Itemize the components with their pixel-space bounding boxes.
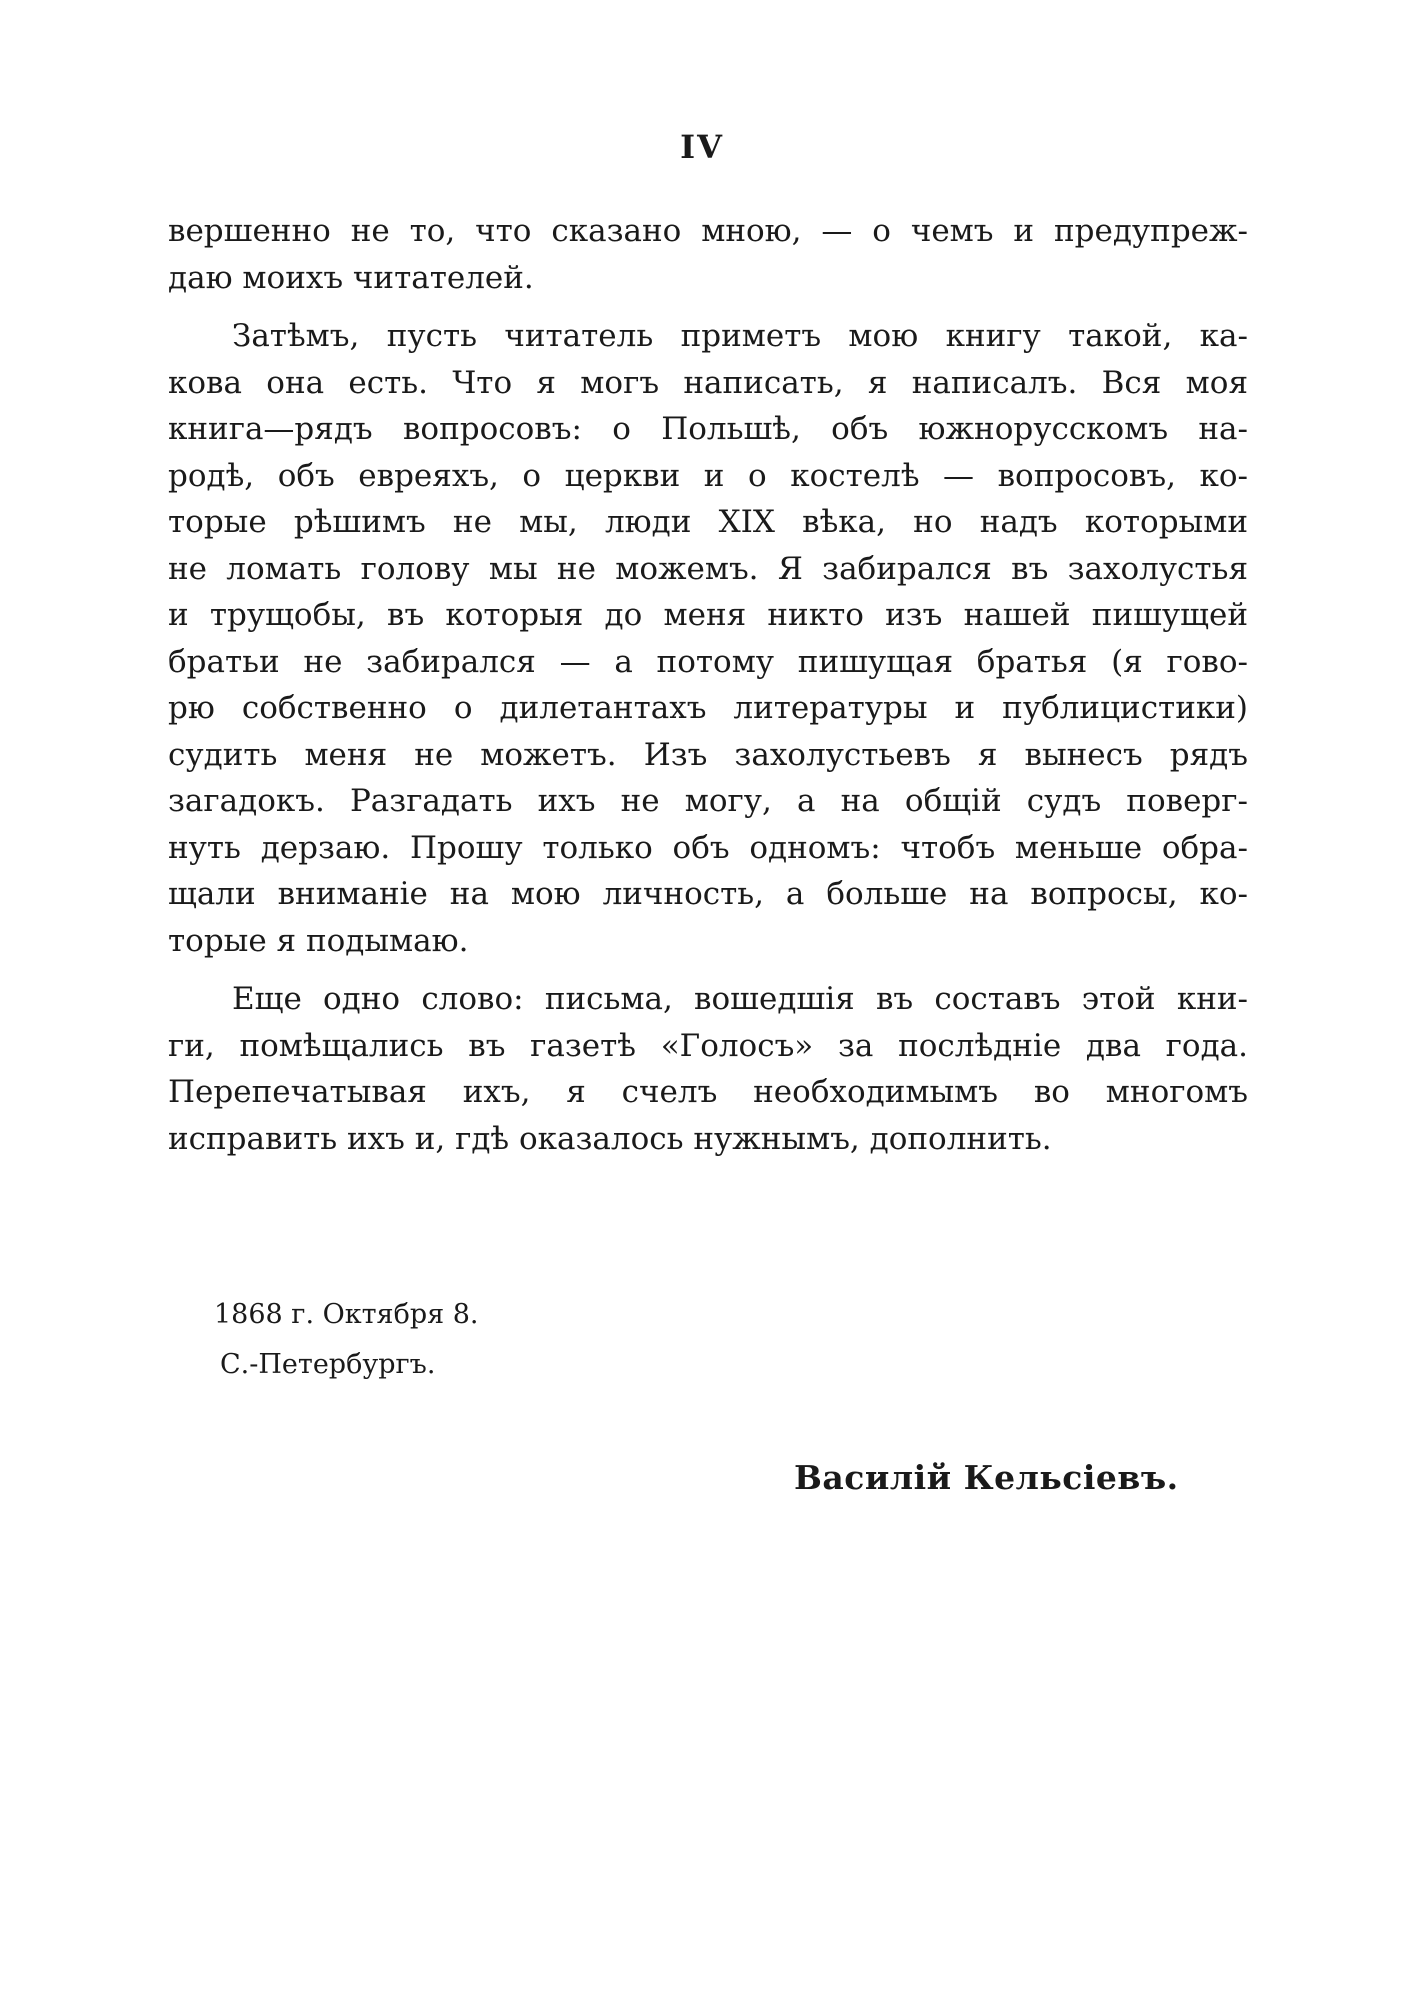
- place: С.-Петербургъ.: [220, 1349, 436, 1380]
- text-line: торые я подымаю.: [168, 922, 469, 959]
- text-line: не ломать голову мы не можемъ. Я забирался въ захолустья: [168, 550, 1248, 587]
- paragraph: [168, 208, 1248, 301]
- text-line: Перепечатывая ихъ, я счелъ необходимымъ во многомъ: [168, 1074, 1248, 1110]
- paragraph: [168, 976, 1248, 1162]
- text-line: вершенно не то, что сказано мною, — о чемъ и предупреж-: [168, 213, 1248, 249]
- text-line: родѣ, объ евреяхъ, о церкви и о костелѣ — вопросовъ, ко-: [168, 457, 1248, 494]
- text-line: торые рѣшимъ не мы, люди XIX вѣка, но надъ которыми: [168, 504, 1248, 540]
- text-line: судить меня не можетъ. Изъ захолустьевъ я вынесъ рядъ: [168, 736, 1248, 773]
- text-line: даю моихъ читателей.: [168, 259, 534, 296]
- text-line: Затѣмъ, пусть читатель приметъ мою книгу такой, ка-: [232, 318, 1248, 354]
- text-line: Еще одно слово: письма, вошедшія въ составъ этой кни-: [232, 981, 1248, 1017]
- text-line: и трущобы, въ которыя до меня никто изъ нашей пишущей: [168, 597, 1248, 633]
- text-line: щали вниманіе на мою личность, а больше на вопросы, ко-: [168, 876, 1248, 912]
- text-line: загадокъ. Разгадать ихъ не могу, а на общій судъ поверг-: [168, 783, 1248, 819]
- page-number: IV: [680, 128, 724, 166]
- paragraph: [168, 313, 1248, 964]
- text-line: кова она есть. Что я могъ написать, я написалъ. Вся моя: [168, 364, 1248, 401]
- text-line: книга—рядъ вопросовъ: о Польшѣ, объ южнорусскомъ на-: [168, 411, 1248, 447]
- text-line: нуть дерзаю. Прошу только объ одномъ: чтобъ меньше обра-: [168, 829, 1248, 866]
- text-line: исправить ихъ и, гдѣ оказалось нужнымъ, дополнить.: [168, 1120, 1052, 1157]
- date-place-block: [214, 1290, 479, 1390]
- text-line: ги, помѣщались въ газетѣ «Голосъ» за послѣдніе два года.: [168, 1027, 1248, 1064]
- author-signature: Василій Кельсіевъ.: [794, 1458, 1179, 1497]
- text-line: рю собственно о дилетантахъ литературы и публицистики): [168, 690, 1248, 726]
- text-line: братьи не забирался — а потому пишущая братья (я гово-: [168, 643, 1248, 680]
- date: 1868 г. Октября 8.: [214, 1299, 479, 1330]
- body-text: [168, 208, 1248, 1162]
